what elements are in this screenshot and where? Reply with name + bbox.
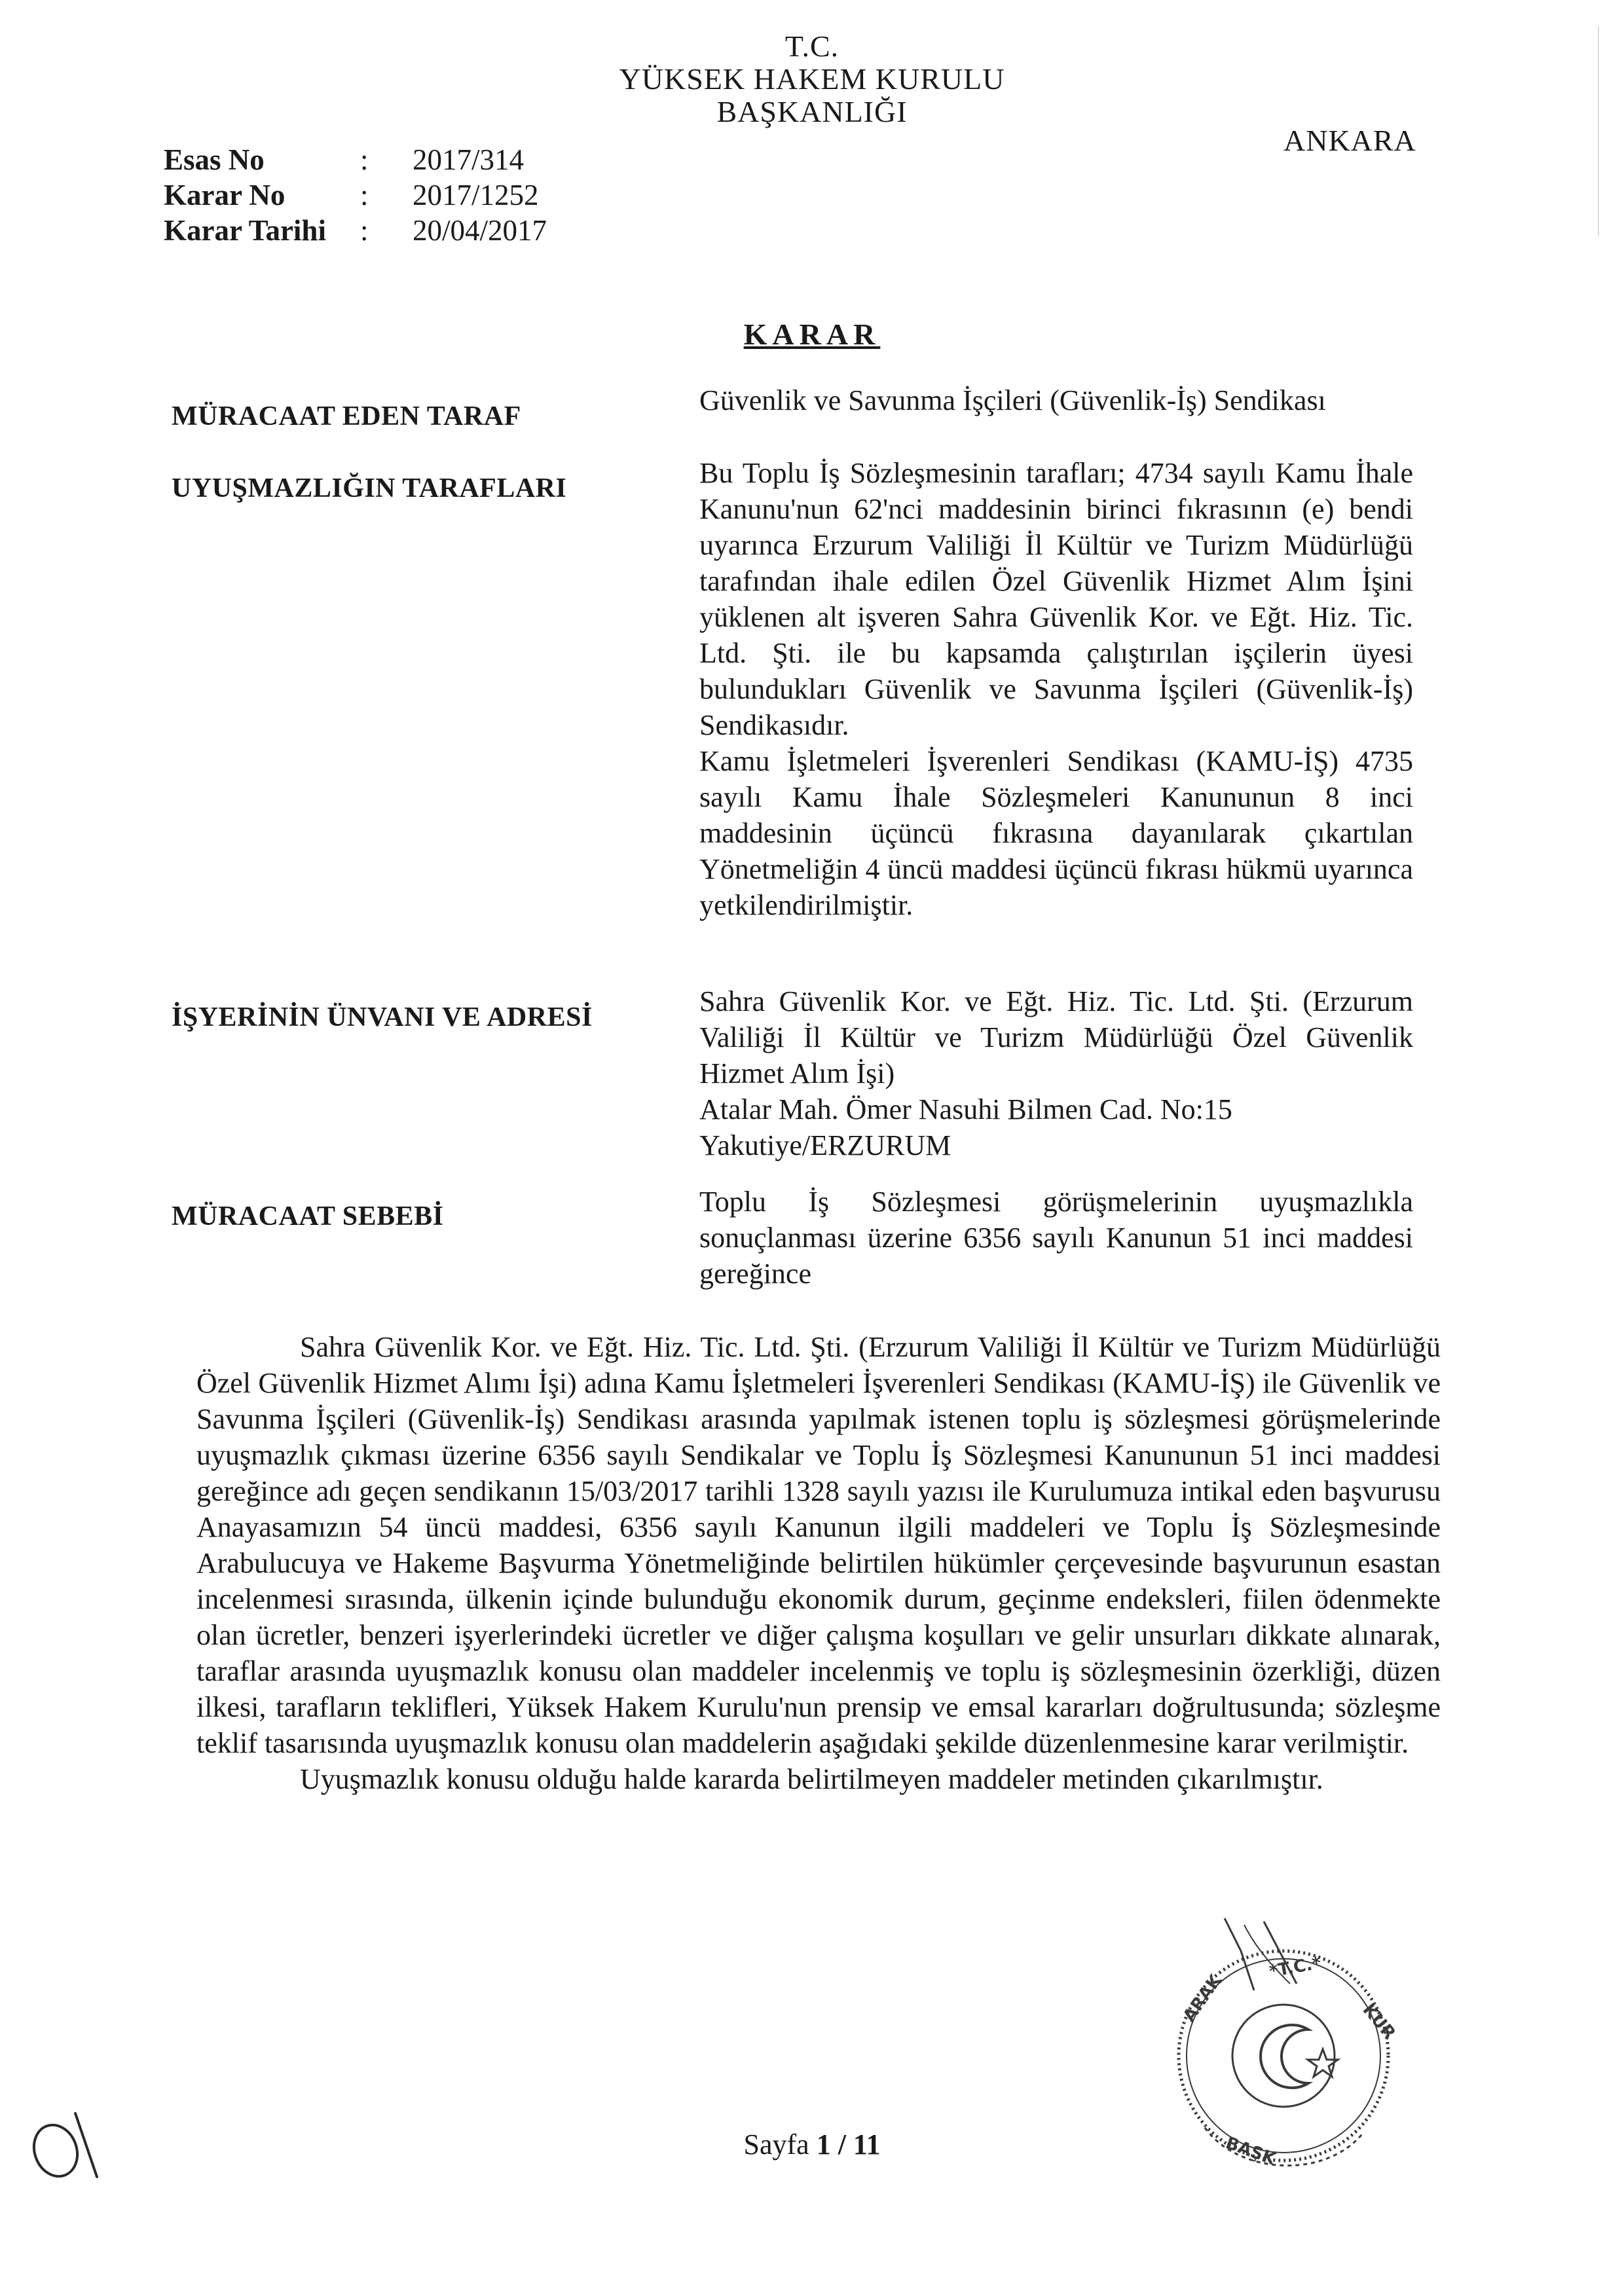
isyeri-text-1: Sahra Güvenlik Kor. ve Eğt. Hiz. Tic. Ltd. Şti. (Erzurum Valiliği İl Kültür ve Turizm Müdürlüğü Özel Güvenlik Hizmet Alım İşi) (699, 985, 1413, 1089)
section-body-sebep (699, 1184, 1413, 1292)
meta-separator: : (360, 214, 369, 247)
section-label-taraflar: UYUŞMAZLIĞIN TARAFLARI (172, 473, 567, 503)
main-paragraph-2: Uyuşmazlık konusu olduğu halde kararda belirtilmeyen maddeler metinden çıkarılmıştır. (300, 1763, 1323, 1795)
svg-text:BAŞK: BAŞK (1223, 2133, 1278, 2170)
header-city: ANKARA (1283, 124, 1416, 157)
meta-tarih-value: 20/04/2017 (413, 214, 547, 247)
meta-karar-value: 2017/1252 (413, 179, 539, 211)
section-body-muracaat (699, 382, 1413, 418)
svg-text:*T.C.*: *T.C.* (1268, 1953, 1323, 1982)
main-paragraph-1: Sahra Güvenlik Kor. ve Eğt. Hiz. Tic. Ltd. Şti. (Erzurum Valiliği İl Kültür ve Turizm Müdürlüğü Özel Güvenlik Hizmet Alımı İşi) adına Kamu İşletmeleri İşverenleri Sendikası (KAMU-İŞ) ile Güvenlik ve Savunma İşçileri (Güvenlik-İş) Sendikası arasında yapılmak istenen toplu iş sözleşmesi görüşmelerinde uyuşmazlık çıkması üzerine 6356 sayılı Sendikalar ve Toplu İş Sözleşmesi Kanununun 51 inci maddesi gereğince adı geçen sendikanın 15/03/2017 tarihli 1328 sayılı yazısı ile Kurulumuza intikal eden başvurusu Anayasamızın 54 üncü maddesi, 6356 sayılı Kanunun ilgili maddeleri ve Toplu İş Sözleşmesinde Arabulucuya ve Hakeme Başvurma Yönetmeliğinde belirtilen hükümler çerçevesinde başvurunun esastan incelenmesi sırasında, ülkenin içinde bulunduğu ekonomik durum, geçinme endeksleri, fiilen ödenmekte olan ücretler, benzeri işyerlerindeki ücretler ve diğer çalışma koşulları ve gelir unsurları dikkate alınarak, taraflar arasında uyuşmazlık konusu olan maddeler incelenmiş ve toplu iş sözleşmesinin özerkliği, düzen ilkesi, tarafların teklifleri, Yüksek Hakem Kurulu'nun prensip ve emsal kararları doğrultusunda; sözleşme teklif tasarısında uyuşmazlık konusu olan maddelerin aşağıdaki şekilde düzenlenmesine karar verilmiştir. (196, 1331, 1441, 1759)
section-body-isyeri (699, 983, 1413, 1163)
meta-separator: : (360, 143, 369, 176)
meta-esas-label: Esas No (164, 143, 265, 176)
section-label-isyeri: İŞYERİNİN ÜNVANI VE ADRESİ (172, 1002, 593, 1032)
meta-karar-row (164, 178, 539, 212)
page-prefix: Sayfa (743, 2128, 809, 2160)
taraflar-text-2: Kamu İşletmeleri İşverenleri Sendikası (KAMU-İŞ) 4735 sayılı Kamu İhale Sözleşmeleri Kanununun 8 inci maddesinin üçüncü fıkrasına dayanılarak çıkartılan Yönetmeliğin 4 üncü maddesi üçüncü fıkrası hükmü uyarınca yetkilendirilmiştir. (699, 745, 1413, 921)
header-office: BAŞKANLIĞI (716, 95, 908, 128)
page-separator: / (838, 2128, 846, 2160)
document-title: KARAR (743, 318, 881, 351)
isyeri-text-2: Atalar Mah. Ömer Nasuhi Bilmen Cad. No:15 (699, 1093, 1232, 1125)
page-number (0, 2128, 1624, 2161)
header-institution: YÜKSEK HAKEM KURULU (619, 62, 1005, 96)
taraflar-text-1: Bu Toplu İş Sözleşmesinin tarafları; 4734 sayılı Kamu İhale Kanunu'nun 62'nci maddesinin birinci fıkrasının (e) bendi uyarınca Erzurum Valiliği İl Kültür ve Turizm Müdürlüğü tarafından ihale edilen Özel Güvenlik Hizmet Alım İşini yüklenen alt işveren Sahra Güvenlik Kor. ve Eğt. Hiz. Tic. Ltd. Şti. ile bu kapsamda çalıştırılan işçilerin üyesi bulundukları Güvenlik ve Savunma İşçileri (Güvenlik-İş) Sendikasıdır. (699, 457, 1413, 741)
header-tc: T.C. (784, 29, 840, 63)
meta-esas-row (164, 143, 524, 177)
sebep-text: Toplu İş Sözleşmesi görüşmelerinin uyuşmazlıkla sonuçlanması üzerine 6356 sayılı Kanunun 51 inci maddesi gereğince (699, 1186, 1413, 1290)
meta-tarih-label: Karar Tarihi (164, 214, 326, 247)
meta-karar-label: Karar No (164, 179, 286, 211)
section-label-sebep: MÜRACAAT SEBEBİ (172, 1201, 444, 1231)
section-body-taraflar (699, 455, 1413, 923)
page-current: 1 (816, 2128, 831, 2160)
svg-text:ARAK: ARAK (1179, 1971, 1226, 2026)
meta-separator: : (360, 179, 369, 211)
meta-tarih-row (164, 213, 547, 247)
muracaat-text: Güvenlik ve Savunma İşçileri (Güvenlik-İş) Sendikası (699, 384, 1326, 416)
main-body (196, 1329, 1441, 1797)
svg-text:KUR: KUR (1358, 2000, 1399, 2044)
meta-esas-value: 2017/314 (413, 143, 525, 176)
isyeri-text-3: Yakutiye/ERZURUM (699, 1129, 951, 1161)
section-label-muracaat: MÜRACAAT EDEN TARAF (172, 401, 521, 431)
page-total: 11 (853, 2128, 881, 2160)
